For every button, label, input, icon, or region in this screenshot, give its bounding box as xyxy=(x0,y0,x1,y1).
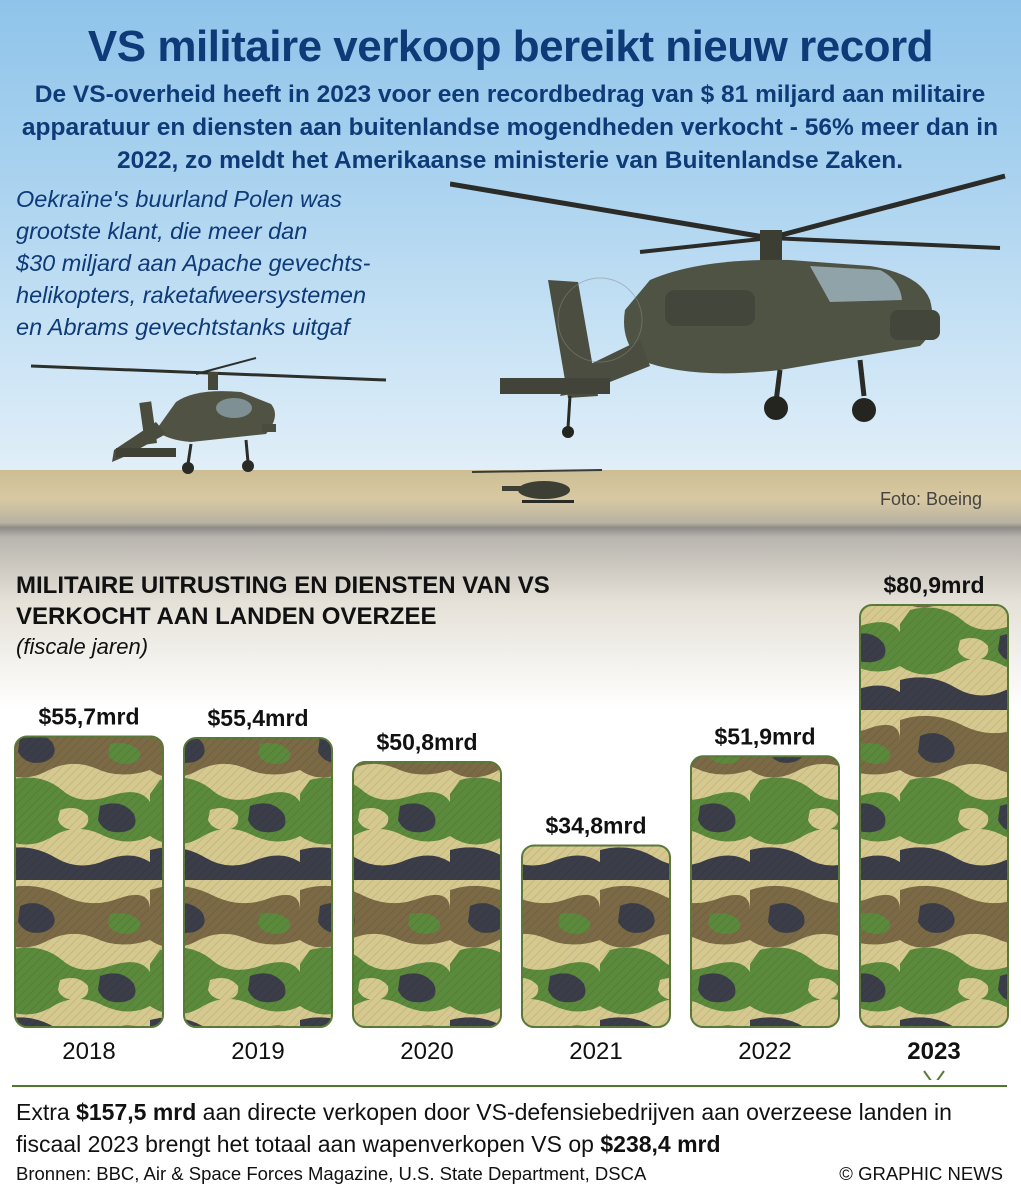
footer-note xyxy=(16,1096,1006,1160)
bars-group xyxy=(15,572,1008,1080)
chart-title-line: VERKOCHT AAN LANDEN OVERZEE xyxy=(16,603,437,630)
category-label-2020: 2020 xyxy=(400,1038,454,1065)
chart-title-line: MILITAIRE UITRUSTING EN DIENSTEN VAN VS xyxy=(16,572,550,599)
footer-text: Extra xyxy=(16,1099,77,1125)
category-label-2022: 2022 xyxy=(738,1038,792,1065)
value-label-2020: $50,8mrd xyxy=(376,729,478,756)
photo-credit: Foto: Boeing xyxy=(880,489,983,509)
bar-texture-2021 xyxy=(522,845,670,1027)
category-label-2019: 2019 xyxy=(231,1038,285,1065)
bar-texture-2022 xyxy=(691,756,839,1027)
note-line: helikopters, raketafweersystemen xyxy=(16,282,367,308)
value-label-2022: $51,9mrd xyxy=(714,723,816,750)
copyright: © GRAPHIC NEWS xyxy=(839,1163,1003,1184)
helicopter-far-image xyxy=(472,462,612,512)
bar-texture-2019 xyxy=(184,738,332,1027)
value-label-2018: $55,7mrd xyxy=(38,703,140,730)
helicopter-small-image xyxy=(26,352,396,492)
page-title: VS militaire verkoop bereikt nieuw record xyxy=(87,22,934,71)
category-label-2021: 2021 xyxy=(569,1038,623,1065)
helicopter-apache-image xyxy=(450,170,1010,460)
highlight-pointer xyxy=(924,1071,944,1080)
bar-texture-2020 xyxy=(353,762,501,1027)
chart-subtitle: (fiscale jaren) xyxy=(16,634,149,659)
bar-texture-2023 xyxy=(860,605,1008,1027)
footer-divider xyxy=(12,1085,1007,1087)
note-line: $30 miljard aan Apache gevechts- xyxy=(16,250,371,276)
footer-total-value: $238,4 mrd xyxy=(600,1131,721,1157)
footer-text: aan directe verkopen door VS-defensiebedrijven aan overzeese landen in fiscaal 2023 brengt het totaal aan wapenverkopen VS op xyxy=(16,1099,952,1157)
note-line: grootste klant, die meer dan xyxy=(16,218,308,244)
intro-text: De VS-overheid heeft in 2023 voor een recordbedrag van $ 81 miljard aan militaire apparatuur en diensten aan buitenlandse mogendheden verkocht - 56% meer dan in 2022, zo meldt het Amerikaanse ministerie van Buitenlandse Zaken. xyxy=(21,81,999,174)
category-label-2018: 2018 xyxy=(62,1038,116,1065)
value-label-2023: $80,9mrd xyxy=(883,572,985,598)
poland-note xyxy=(16,183,456,343)
value-label-2021: $34,8mrd xyxy=(545,812,647,839)
bar-chart xyxy=(0,540,1021,1080)
bar-texture-2018 xyxy=(15,736,163,1027)
footer-extra-value: $157,5 mrd xyxy=(76,1099,197,1125)
note-line: Oekraïne's buurland Polen was xyxy=(16,186,342,212)
sources: Bronnen: BBC, Air & Space Forces Magazine, U.S. State Department, DSCA xyxy=(16,1163,647,1184)
category-label-2023: 2023 xyxy=(907,1038,961,1065)
value-label-2019: $55,4mrd xyxy=(207,705,309,732)
note-line: en Abrams gevechtstanks uitgaf xyxy=(16,314,350,340)
